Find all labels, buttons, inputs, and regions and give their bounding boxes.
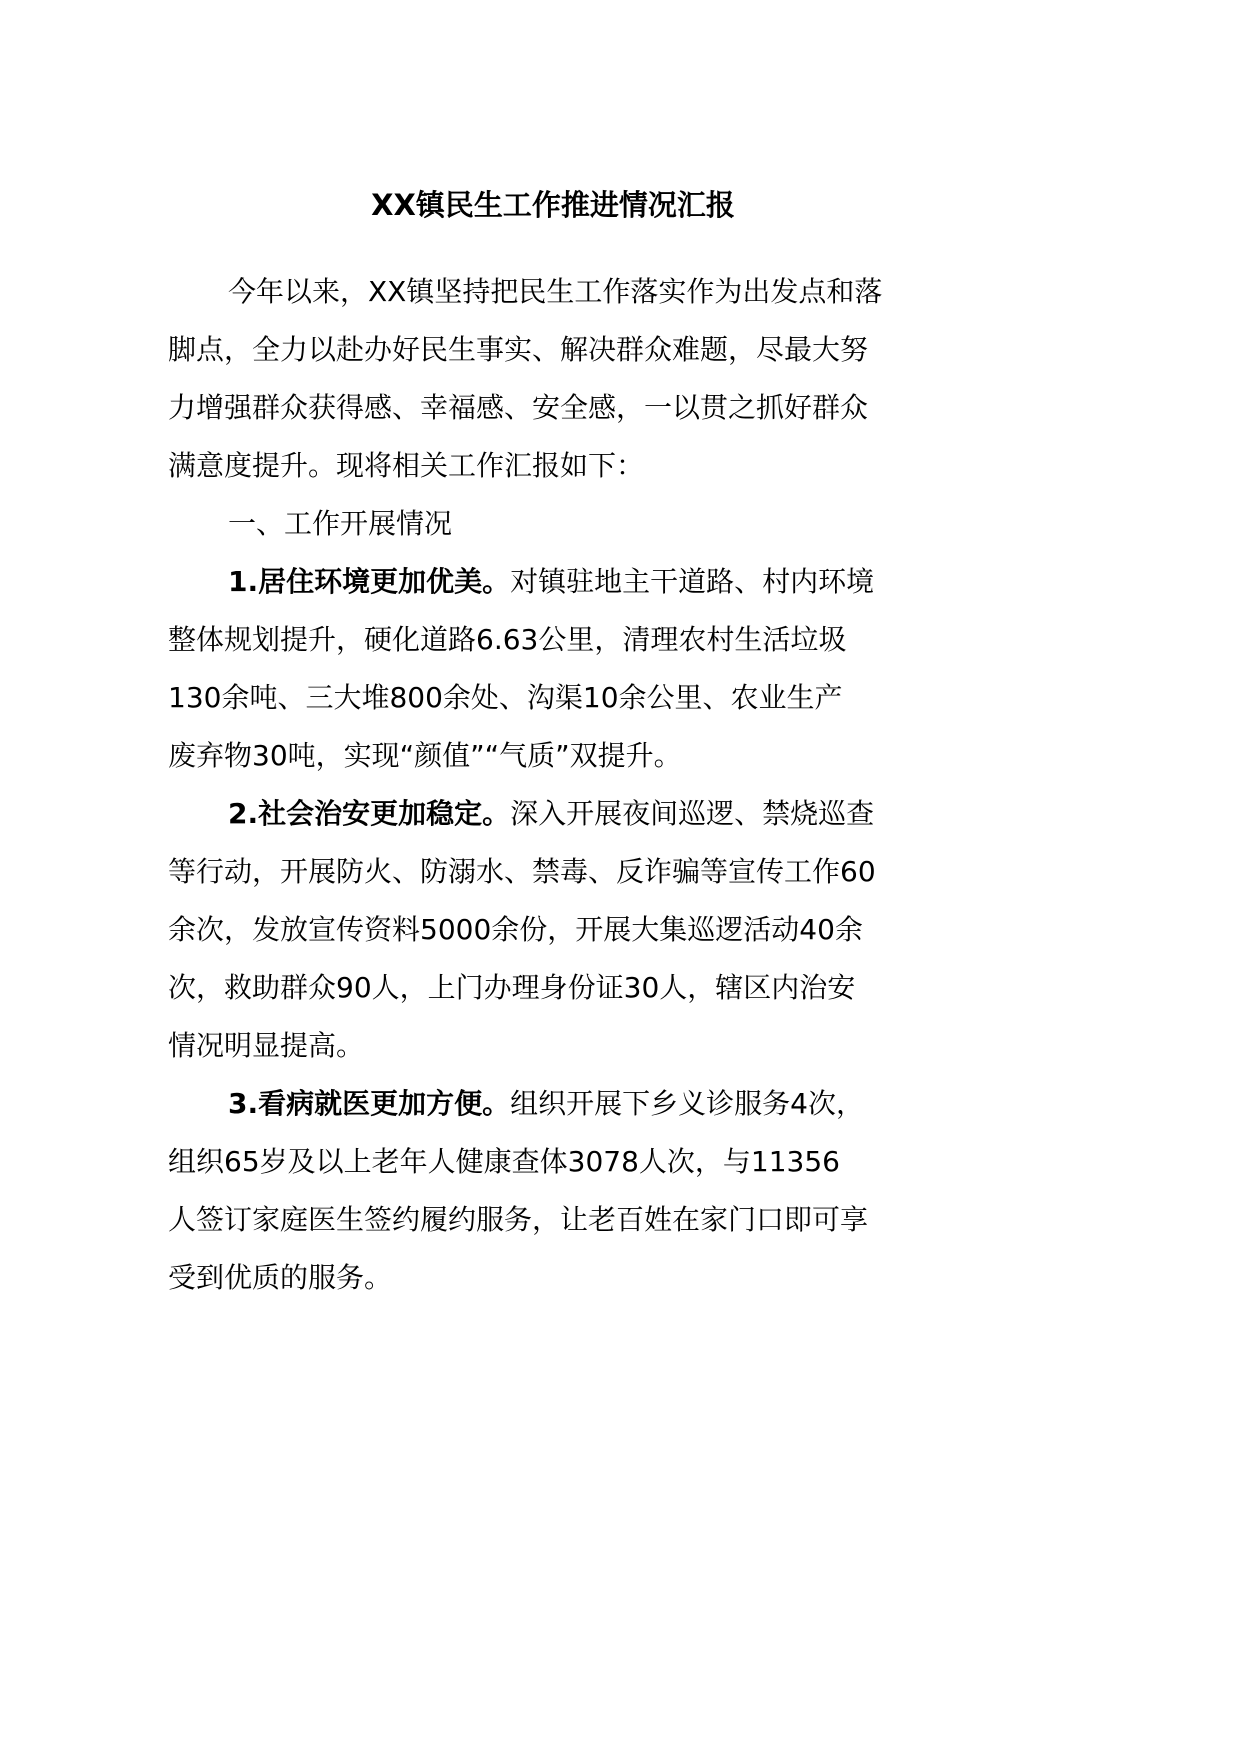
- item-paragraph-1: [168, 553, 948, 785]
- text-line: 情况明显提高。: [168, 1029, 365, 1062]
- text-line: 130余吨、三大堆800余处、沟渠10余公里、农业生产: [168, 681, 843, 714]
- text-line: 今年以来，XX镇坚持把民生工作落实作为出发点和落: [228, 275, 883, 308]
- item-lead: 3.看病就医更加方便。: [228, 1087, 511, 1120]
- text-span: 对镇驻地主干道路、村内环境: [510, 565, 875, 598]
- item-lead: 2.社会治安更加稳定。: [228, 797, 511, 830]
- text-line: 组织65岁及以上老年人健康查体3078人次，与11356: [168, 1145, 840, 1178]
- text-line: [168, 553, 948, 611]
- item-lead: 1.居住环境更加优美。: [228, 565, 511, 598]
- section-heading: 一、工作开展情况: [228, 507, 453, 540]
- text-span: 深入开展夜间巡逻、禁烧巡查: [510, 797, 875, 830]
- text-line: 整体规划提升，硬化道路6.63公里，清理农村生活垃圾: [168, 623, 847, 656]
- text-line: 受到优质的服务。: [168, 1261, 393, 1294]
- text-line: 满意度提升。现将相关工作汇报如下：: [168, 449, 645, 482]
- document-body: [168, 263, 948, 1307]
- text-line: 废弃物30吨，实现“颜值”“气质”双提升。: [168, 739, 682, 772]
- text-line: 力增强群众获得感、幸福感、安全感，一以贯之抓好群众: [168, 391, 869, 424]
- text-line: 脚点，全力以赴办好民生事实、解决群众难题，尽最大努: [168, 333, 869, 366]
- item-paragraph-3: [168, 1075, 948, 1307]
- document-title: XX镇民生工作推进情况汇报: [371, 188, 735, 222]
- item-paragraph-2: [168, 785, 948, 1075]
- text-line: 次，救助群众90人，上门办理身份证30人，辖区内治安: [168, 971, 856, 1004]
- text-span: 组织开展下乡义诊服务4次，: [510, 1087, 864, 1120]
- text-line: 等行动，开展防火、防溺水、禁毒、反诈骗等宣传工作60: [168, 855, 876, 888]
- text-line: [168, 785, 948, 843]
- text-line: 余次，发放宣传资料5000余份，开展大集巡逻活动40余: [168, 913, 863, 946]
- text-line: [168, 1075, 948, 1133]
- text-line: 人签订家庭医生签约履约服务，让老百姓在家门口即可享: [168, 1203, 869, 1236]
- intro-paragraph: [168, 263, 948, 495]
